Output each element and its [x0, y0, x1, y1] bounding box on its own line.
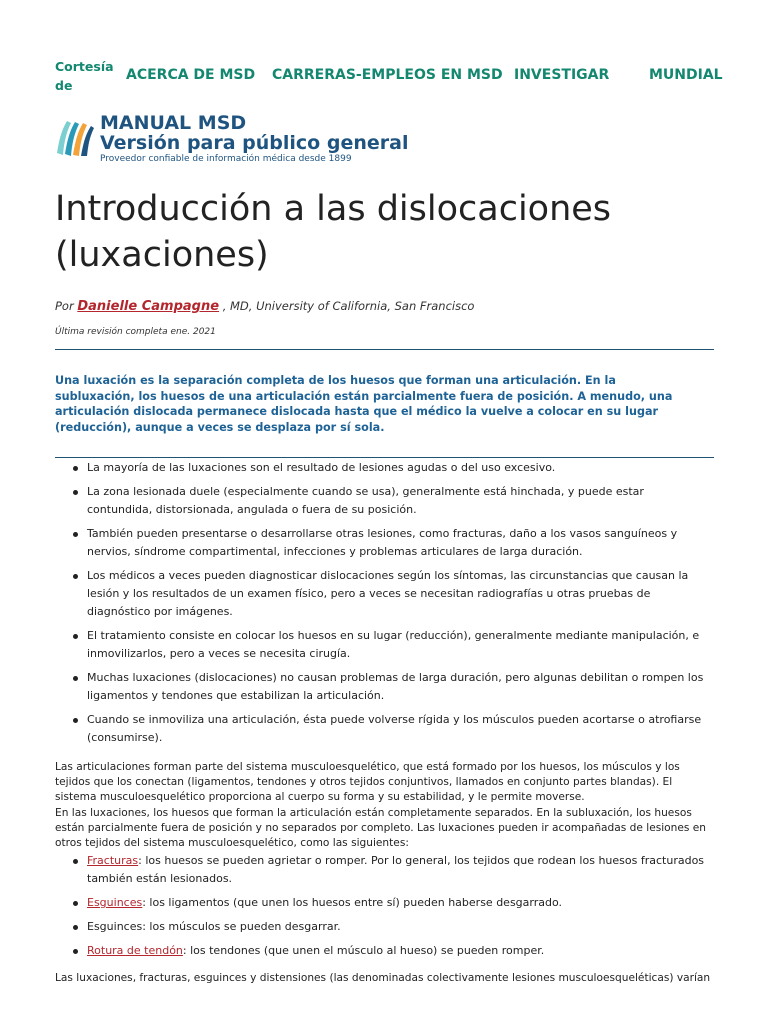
- sprains-link[interactable]: Esguinces: [87, 896, 143, 909]
- logo-brand: MANUAL MSD: [100, 112, 247, 134]
- list-item-text: : los huesos se pueden agrietar o romper. Por lo general, los tejidos que rodean los huesos fracturados también están lesionados.: [87, 854, 705, 885]
- top-nav: [55, 57, 735, 97]
- summary: Una luxación es la separación completa de los huesos que forman una articulación. En la subluxación, los huesos de una articulación están parcialmente fuera de posición. A menudo, una articulación dislocada permanece dislocada hasta que el médico la vuelve a colocar en su lugar (reducción), aunque a veces se desplaza por sí sola.: [55, 374, 673, 434]
- review-date: Última revisión completa ene. 2021: [55, 327, 216, 337]
- divider-top: [55, 349, 714, 350]
- msd-logo-icon: [55, 115, 95, 157]
- list-item: Muchas luxaciones (dislocaciones) no causan problemas de larga duración, pero algunas debilitan o rompen los ligamentos y tendones que estabilizan la articulación.: [72, 669, 712, 705]
- list-item: También pueden presentarse o desarrollarse otras lesiones, como fracturas, daño a los vasos sanguíneos y nervios, síndrome compartimental, infecciones y problemas articulares de larga duración.: [72, 525, 712, 561]
- tendon-rupture-link[interactable]: Rotura de tendón: [87, 944, 183, 957]
- list-item-text: : los ligamentos (que unen los huesos entre sí) pueden haberse desgarrado.: [142, 896, 563, 909]
- key-points-list: [72, 459, 712, 753]
- list-item-text: Esguinces: los músculos se pueden desgarrar.: [87, 920, 341, 933]
- list-item: [72, 918, 712, 936]
- msd-manual-logo[interactable]: [55, 113, 475, 169]
- list-item: El tratamiento consiste en colocar los huesos en su lugar (reducción), generalmente mediante manipulación, e inmovilizarlos, pero a veces se necesita cirugía.: [72, 627, 712, 663]
- list-item: [72, 894, 712, 912]
- body-paragraph: En las luxaciones, los huesos que forman la articulación están completamente separados. En la subluxación, los huesos están parcialmente fuera de posición y no separados por completo. Las luxaciones pueden ir acompañadas de lesiones en otros tejidos del sistema musculoesquelético, como las siguientes:: [55, 807, 707, 849]
- nav-link-research[interactable]: INVESTIGAR: [514, 67, 610, 83]
- logo-tagline: Proveedor confiable de información médica desde 1899: [100, 154, 352, 164]
- list-item: Cuando se inmoviliza una articulación, ésta puede volverse rígida y los músculos pueden acortarse o atrofiarse (consumirse).: [72, 711, 712, 747]
- author-affiliation: , MD, University of California, San Francisco: [222, 299, 475, 313]
- list-item: Los médicos a veces pueden diagnosticar dislocaciones según los síntomas, las circunstancias que causan la lesión y los resultados de un examen físico, pero a veces se necesitan radiografías u otras pruebas de diagnóstico por imágenes.: [72, 567, 712, 621]
- list-item: [72, 942, 712, 960]
- courtesy-label: Cortesía de: [55, 59, 114, 93]
- list-item: [72, 852, 712, 888]
- divider-summary: [55, 457, 714, 458]
- list-item: La zona lesionada duele (especialmente cuando se usa), generalmente está hinchada, y puede estar contundida, distorsionada, angulada o fuera de su posición.: [72, 483, 712, 519]
- nav-link-careers[interactable]: CARRERAS-EMPLEOS EN MSD: [272, 67, 503, 83]
- byline: [55, 299, 474, 314]
- nav-link-about[interactable]: ACERCA DE MSD: [126, 67, 256, 83]
- author-link[interactable]: Danielle Campagne: [77, 299, 220, 314]
- logo-subtitle: Versión para público general: [100, 132, 409, 154]
- list-item-text: : los tendones (que unen el músculo al hueso) se pueden romper.: [182, 944, 545, 957]
- nav-link-global[interactable]: MUNDIAL: [649, 67, 723, 83]
- body-paragraph: Las articulaciones forman parte del sistema musculoesquelético, que está formado por los huesos, los músculos y los tejidos que los conectan (ligamentos, tendones y otros tejidos conjuntivos, llamados en conjunto partes blandas). El sistema musculoesquelético proporciona al cuerpo su forma y su estabilidad, y le permite moverse.: [55, 761, 680, 803]
- associated-injuries-list: [72, 852, 712, 966]
- fractures-link[interactable]: Fracturas: [87, 854, 139, 867]
- page-title: Introducción a las dislocaciones (luxaciones): [55, 189, 612, 275]
- list-item: La mayoría de las luxaciones son el resultado de lesiones agudas o del uso excesivo.: [72, 459, 712, 477]
- byline-prefix: Por: [55, 299, 74, 313]
- body-paragraph: Las luxaciones, fracturas, esguinces y distensiones (las denominadas colectivamente lesiones musculoesqueléticas) varían: [55, 972, 711, 984]
